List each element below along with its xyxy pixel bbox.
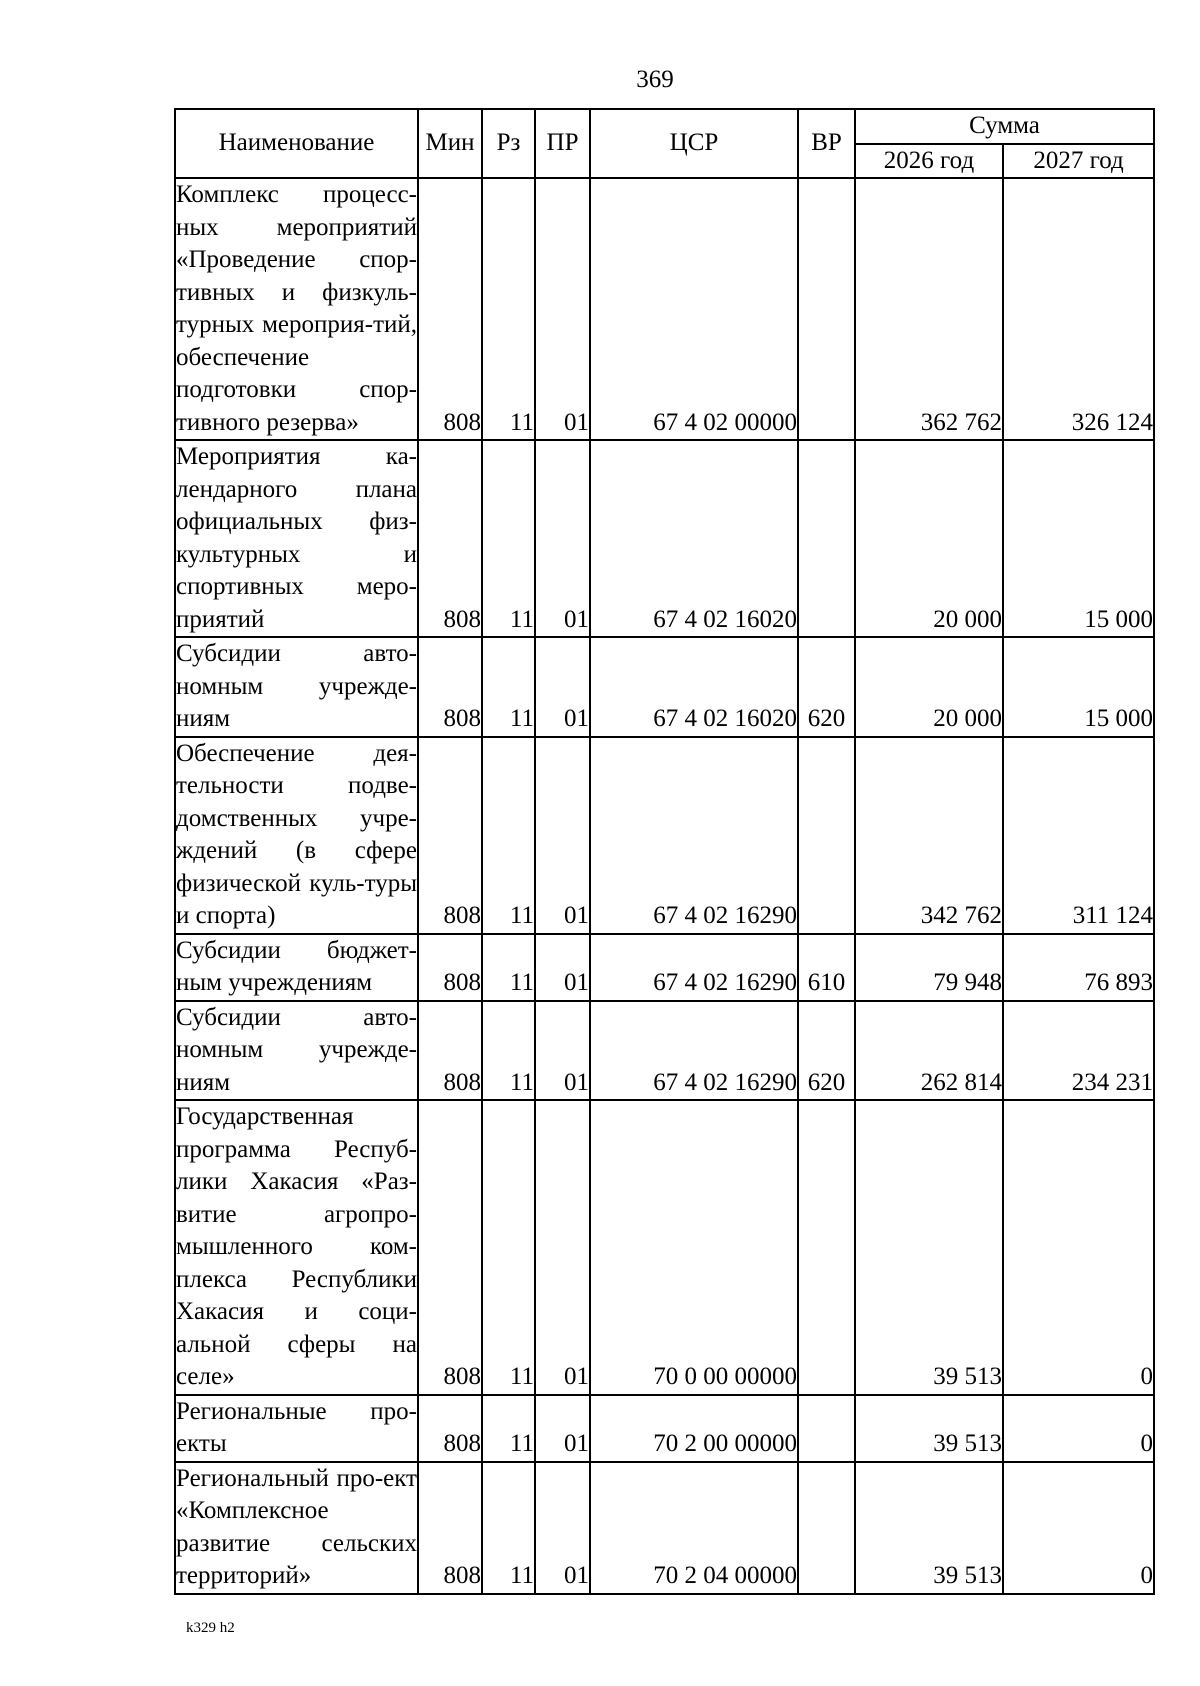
table-row bbox=[175, 737, 1154, 934]
row-sum-2026: 20 000 bbox=[855, 637, 1003, 737]
row-vr: 610 bbox=[798, 934, 855, 1001]
row-sum-2026: 342 762 bbox=[855, 737, 1003, 934]
row-rz: 11 bbox=[482, 1395, 535, 1462]
row-name: Субсидии бюджет-ным учреждениям bbox=[175, 934, 418, 1001]
page-number: 369 bbox=[636, 66, 674, 93]
row-sum-2027: 234 231 bbox=[1003, 1001, 1154, 1101]
footer-code: k329 h2 bbox=[186, 1620, 235, 1636]
row-name: Субсидии авто-номным учрежде-ниям bbox=[175, 1001, 418, 1101]
row-pr: 01 bbox=[535, 440, 590, 637]
row-vr bbox=[798, 1100, 855, 1395]
table-row bbox=[175, 440, 1154, 637]
header-year-2026: 2026 год bbox=[855, 144, 1003, 179]
row-min: 808 bbox=[418, 1100, 482, 1395]
row-min: 808 bbox=[418, 1395, 482, 1462]
row-min: 808 bbox=[418, 737, 482, 934]
row-rz: 11 bbox=[482, 440, 535, 637]
header-min: Мин bbox=[418, 109, 482, 178]
row-csr: 70 2 00 00000 bbox=[590, 1395, 798, 1462]
row-csr: 70 2 04 00000 bbox=[590, 1462, 798, 1594]
row-sum-2026: 79 948 bbox=[855, 934, 1003, 1001]
header-csr: ЦСР bbox=[590, 109, 798, 178]
row-csr: 67 4 02 16020 bbox=[590, 440, 798, 637]
row-pr: 01 bbox=[535, 1001, 590, 1101]
row-rz: 11 bbox=[482, 637, 535, 737]
table-row bbox=[175, 1462, 1154, 1594]
table-row bbox=[175, 1395, 1154, 1462]
row-sum-2026: 20 000 bbox=[855, 440, 1003, 637]
row-name: Обеспечение дея-тельности подве-домственных учре-ждений (в сфере физической куль-туры и спорта) bbox=[175, 737, 418, 934]
row-vr bbox=[798, 737, 855, 934]
row-sum-2026: 39 513 bbox=[855, 1462, 1003, 1594]
row-sum-2026: 39 513 bbox=[855, 1395, 1003, 1462]
row-csr: 67 4 02 16290 bbox=[590, 737, 798, 934]
row-pr: 01 bbox=[535, 934, 590, 1001]
row-sum-2027: 326 124 bbox=[1003, 178, 1154, 440]
row-csr: 67 4 02 00000 bbox=[590, 178, 798, 440]
row-name: Комплекс процесс-ных мероприятий «Проведение спор-тивных и физкуль-турных мероприя-тий, обеспечение подготовки спор-тивного резерва» bbox=[175, 178, 418, 440]
row-pr: 01 bbox=[535, 637, 590, 737]
row-sum-2026: 362 762 bbox=[855, 178, 1003, 440]
budget-table bbox=[174, 108, 1155, 1595]
row-name: Мероприятия ка-лендарного плана официальных физ-культурных и спортивных меро-приятий bbox=[175, 440, 418, 637]
row-vr bbox=[798, 178, 855, 440]
row-min: 808 bbox=[418, 440, 482, 637]
row-min: 808 bbox=[418, 178, 482, 440]
row-name: Региональные про-екты bbox=[175, 1395, 418, 1462]
header-year-2027: 2027 год bbox=[1003, 144, 1154, 179]
row-vr: 620 bbox=[798, 637, 855, 737]
table-row bbox=[175, 637, 1154, 737]
header-rz: Рз bbox=[482, 109, 535, 178]
table-row bbox=[175, 1100, 1154, 1395]
header-pr: ПР bbox=[535, 109, 590, 178]
row-name: Субсидии авто-номным учрежде-ниям bbox=[175, 637, 418, 737]
row-sum-2027: 0 bbox=[1003, 1462, 1154, 1594]
row-csr: 67 4 02 16290 bbox=[590, 934, 798, 1001]
row-sum-2027: 0 bbox=[1003, 1395, 1154, 1462]
row-min: 808 bbox=[418, 637, 482, 737]
row-name: Государственная программа Респуб-лики Хакасия «Раз-витие агропро-мышленного ком-плекса Республики Хакасия и соци-альной сферы на селе» bbox=[175, 1100, 418, 1395]
row-rz: 11 bbox=[482, 934, 535, 1001]
table-row bbox=[175, 1001, 1154, 1101]
row-pr: 01 bbox=[535, 1100, 590, 1395]
row-sum-2027: 0 bbox=[1003, 1100, 1154, 1395]
row-rz: 11 bbox=[482, 178, 535, 440]
row-sum-2026: 262 814 bbox=[855, 1001, 1003, 1101]
row-pr: 01 bbox=[535, 1462, 590, 1594]
row-csr: 67 4 02 16290 bbox=[590, 1001, 798, 1101]
row-csr: 70 0 00 00000 bbox=[590, 1100, 798, 1395]
row-vr bbox=[798, 1395, 855, 1462]
row-rz: 11 bbox=[482, 737, 535, 934]
row-csr: 67 4 02 16020 bbox=[590, 637, 798, 737]
row-vr bbox=[798, 440, 855, 637]
row-pr: 01 bbox=[535, 178, 590, 440]
row-pr: 01 bbox=[535, 1395, 590, 1462]
row-vr: 620 bbox=[798, 1001, 855, 1101]
header-sum: Сумма bbox=[855, 109, 1154, 144]
header-name: Наименование bbox=[175, 109, 418, 178]
row-sum-2026: 39 513 bbox=[855, 1100, 1003, 1395]
row-min: 808 bbox=[418, 1001, 482, 1101]
row-rz: 11 bbox=[482, 1462, 535, 1594]
header-vr: ВР bbox=[798, 109, 855, 178]
row-rz: 11 bbox=[482, 1100, 535, 1395]
table-row bbox=[175, 178, 1154, 440]
row-vr bbox=[798, 1462, 855, 1594]
row-pr: 01 bbox=[535, 737, 590, 934]
row-name: Региональный про-ект «Комплексное развитие сельских территорий» bbox=[175, 1462, 418, 1594]
row-sum-2027: 15 000 bbox=[1003, 440, 1154, 637]
row-sum-2027: 76 893 bbox=[1003, 934, 1154, 1001]
row-rz: 11 bbox=[482, 1001, 535, 1101]
row-sum-2027: 311 124 bbox=[1003, 737, 1154, 934]
table-row bbox=[175, 934, 1154, 1001]
row-sum-2027: 15 000 bbox=[1003, 637, 1154, 737]
row-min: 808 bbox=[418, 934, 482, 1001]
row-min: 808 bbox=[418, 1462, 482, 1594]
